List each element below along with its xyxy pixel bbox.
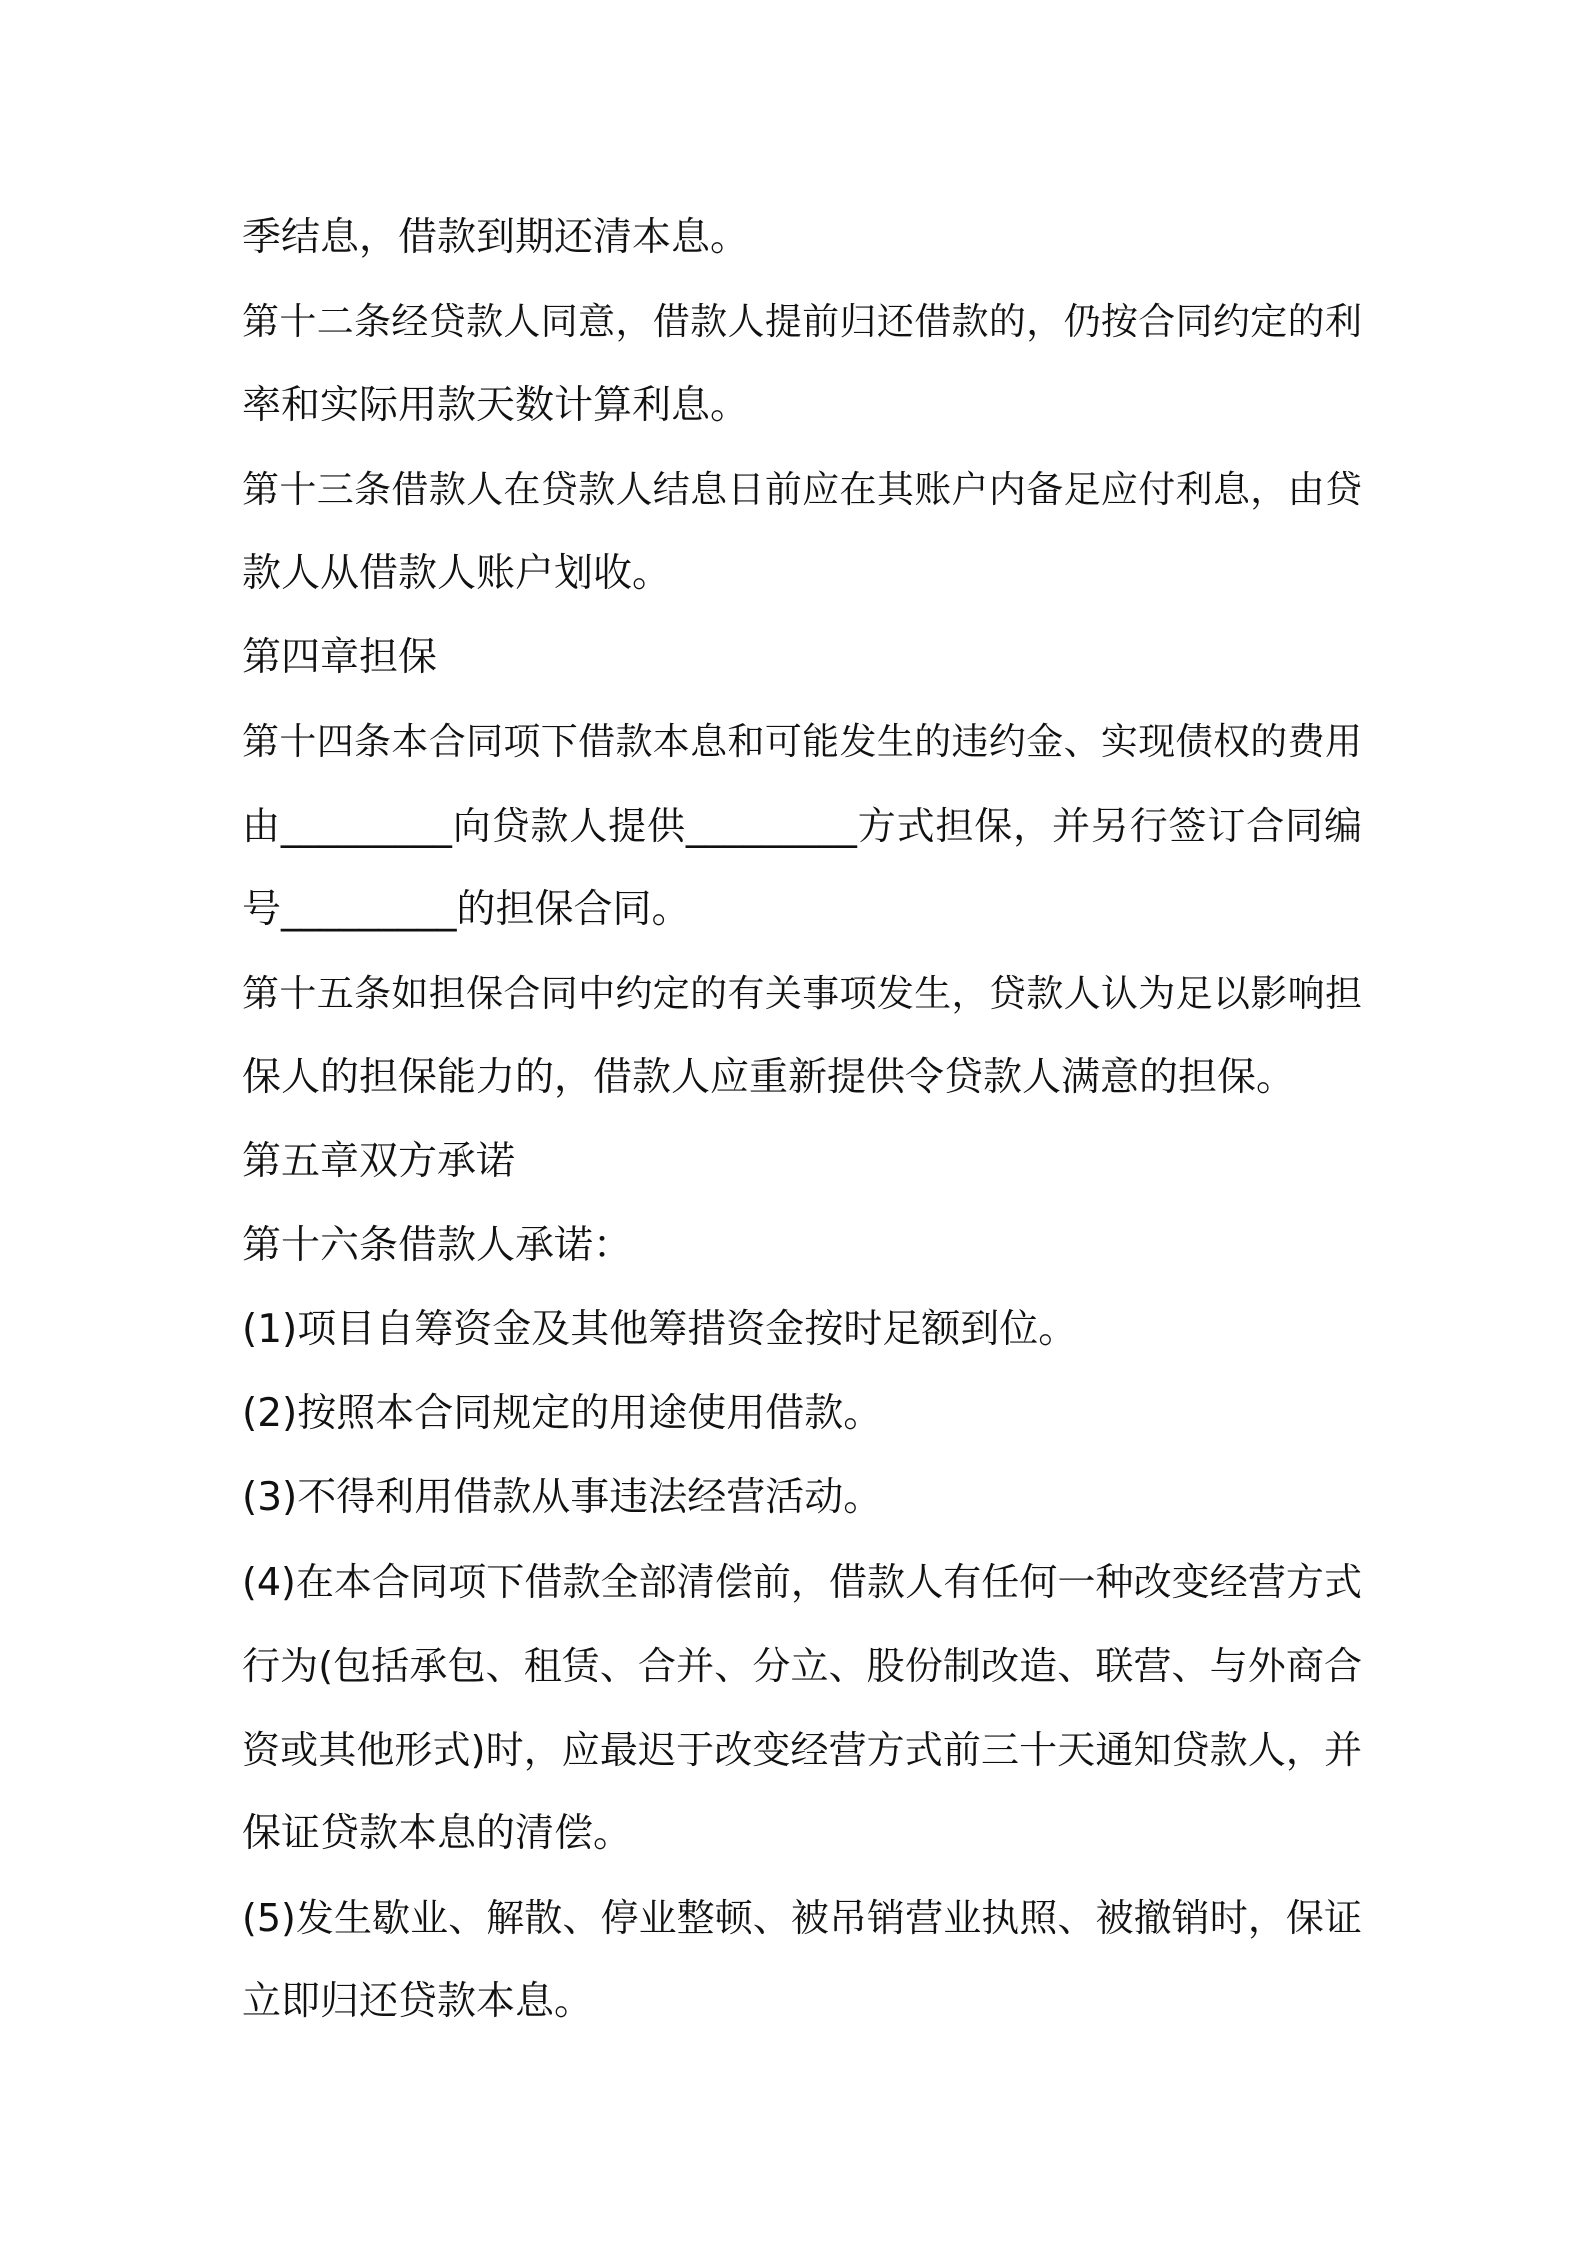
list-item: (4)在本合同项下借款全部清偿前，借款人有任何一种改变经营方式 [242,1560,1362,1604]
text-line: 款人从借款人账户划收。 [242,551,672,596]
text-line: 第十三条借款人在贷款人结息日前应在其账户内备足应付利息，由贷 [242,468,1362,511]
chapter-heading: 第四章担保 [242,635,438,680]
list-item: (2)按照本合同规定的用途使用借款。 [242,1391,883,1436]
text-line: 第十二条经贷款人同意，借款人提前归还借款的，仍按合同约定的利 [242,300,1362,343]
text-line: 季结息，借款到期还清本息。 [242,215,750,260]
text-line: 第十五条如担保合同中约定的有关事项发生，贷款人认为足以影响担 [242,972,1362,1015]
list-item: (5)发生歇业、解散、停业整顿、被吊销营业执照、被撤销时，保证 [242,1896,1362,1940]
text-line: 第十四条本合同项下借款本息和可能发生的违约金、实现债权的费用 [242,720,1362,763]
text-line: 保证贷款本息的清偿。 [242,1811,633,1856]
text-line: 由_________向贷款人提供_________方式担保，并另行签订合同编 [242,804,1362,848]
chapter-heading: 第五章双方承诺 [242,1139,516,1184]
text-line: 行为(包括承包、租赁、合并、分立、股份制改造、联营、与外商合 [242,1644,1362,1688]
document-body [242,196,1362,2044]
text-line: 率和实际用款天数计算利息。 [242,383,750,428]
list-item: (3)不得利用借款从事违法经营活动。 [242,1475,883,1520]
list-item: (1)项目自筹资金及其他筹措资金按时足额到位。 [242,1307,1078,1352]
text-line: 资或其他形式)时，应最迟于改变经营方式前三十天通知贷款人，并 [242,1728,1362,1772]
text-line: 号_________的担保合同。 [242,887,691,932]
text-line: 保人的担保能力的，借款人应重新提供令贷款人满意的担保。 [242,1055,1296,1100]
text-line: 第十六条借款人承诺： [242,1223,633,1268]
text-line: 立即归还贷款本息。 [242,1979,594,2024]
